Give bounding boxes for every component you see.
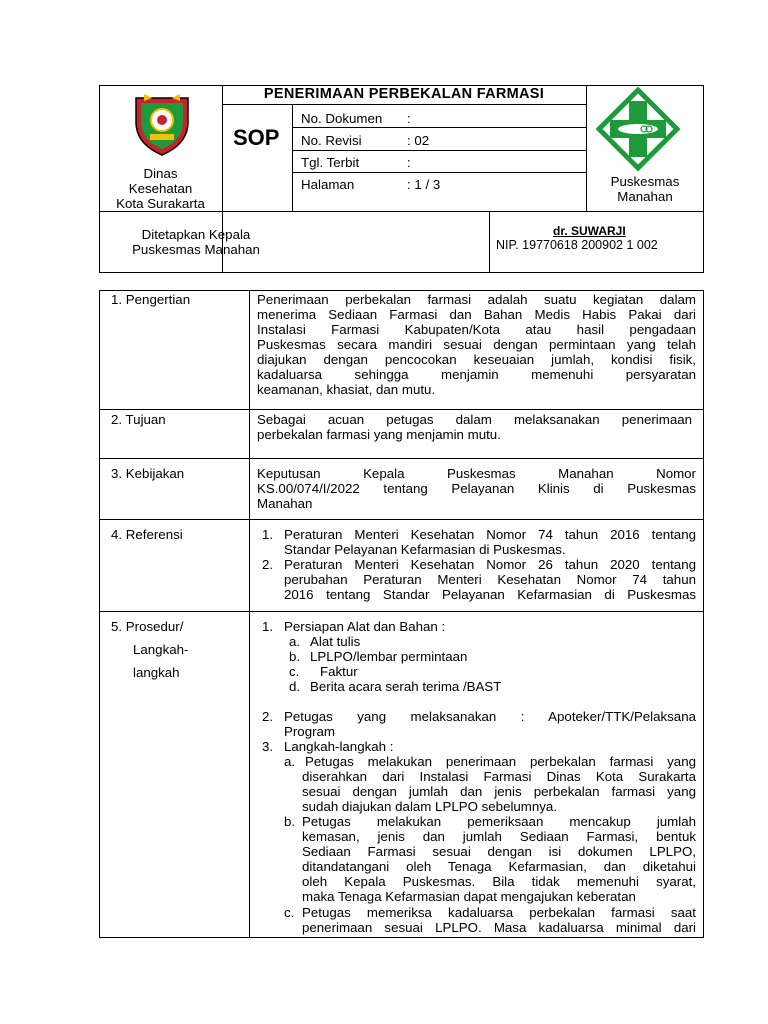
referensi-item-number: 2. (262, 557, 274, 572)
field-value-no-revisi: : 02 (407, 133, 430, 148)
section-label-referensi: 4. Referensi (111, 527, 183, 542)
prosedur-item-number: 1. (262, 619, 274, 634)
prosedur-sub-line: sudah diajukan dalam LPLPO sebelumnya. (302, 799, 558, 814)
prosedur-sub-text: Alat tulis (310, 634, 361, 649)
pengertian-line: kadaluarsa sehingga menjamin memenuhi persyaratan (257, 367, 696, 382)
prosedur-sub-line: Sediaan Farmasi sesuai dengan isi dokumen LPLPO, (302, 844, 696, 859)
field-value-halaman: : 1 / 3 (407, 177, 441, 192)
kebijakan-line: KS.00/074/I/2022 tentang Pelayanan Klinis di Puskesmas (257, 481, 696, 496)
prosedur-sub-letter: c. (284, 905, 295, 920)
prosedur-sub-line: ditandatangani oleh Tenaga Kefarmasian, dan diketahui (302, 859, 696, 874)
institution-line-1: Dinas (143, 166, 178, 181)
field-value-no-dokumen: : (407, 111, 411, 126)
ditetapkan-line-1: Ditetapkan Kepala (141, 227, 251, 242)
section-label-prosedur: 5. Prosedur/ (111, 619, 184, 634)
institution-line-2: Kesehatan (128, 181, 193, 196)
field-label-tgl-terbit: Tgl. Terbit (301, 155, 360, 170)
field-label-no-revisi: No. Revisi (301, 133, 362, 148)
prosedur-sub-text: LPLPO/lembar permintaan (310, 649, 468, 664)
prosedur-sub-line: Petugas memeriksa kadaluarsa perbekalan farmasi saat (302, 905, 696, 920)
pengertian-line: Instalasi Farmasi Kabupaten/Kota atau hasil pengadaan (257, 322, 696, 337)
field-value-tgl-terbit: : (407, 155, 411, 170)
referensi-line: Peraturan Menteri Kesehatan Nomor 74 tahun 2016 tentang (284, 527, 696, 542)
prosedur-sub-letter: a. (284, 754, 296, 769)
section-label-tujuan: 2. Tujuan (111, 412, 166, 427)
signer-nip: NIP. 19770618 200902 1 002 (496, 238, 658, 252)
section-label-prosedur: Langkah- (133, 642, 189, 657)
section-label-prosedur: langkah (133, 665, 180, 680)
prosedur-sub-text: Berita acara serah terima /BAST (310, 679, 502, 694)
prosedur-sub-letter: c. (289, 664, 300, 679)
pengertian-line: diajukan dengan pencocokan keseuaian jumlah, kondisi fisik, (257, 352, 696, 367)
prosedur-sub-line: diserahkan dari Instalasi Farmasi Dinas Kota Surakarta (302, 769, 696, 784)
prosedur-item2-line: Program (284, 724, 335, 739)
prosedur-sub-line: sesuai dengan jumlah dan jenis perbekalan farmasi yang (302, 784, 696, 799)
prosedur-sub-letter: a. (289, 634, 301, 649)
prosedur-item-number: 2. (262, 709, 274, 724)
prosedur-item-title: Persiapan Alat dan Bahan : (284, 619, 446, 634)
referensi-line: perubahan Peraturan Menteri Kesehatan Nomor 74 tahun (284, 572, 696, 587)
kebijakan-line: Keputusan Kepala Puskesmas Manahan Nomor (257, 466, 696, 481)
institution-line-3: Kota Surakarta (116, 196, 205, 211)
tujuan-line: perbekalan farmasi yang menjamin mutu. (257, 427, 501, 442)
prosedur-sub-line: oleh Kepala Puskesmas. Bila tidak memenuhi syarat, (302, 874, 696, 889)
referensi-line: 2016 tentang Standar Pelayanan Kefarmasian di Puskesmas (284, 587, 696, 602)
prosedur-sub-line: kemasan, jenis dan jumlah Sediaan Farmasi, bentuk (302, 829, 696, 844)
puskesmas-line-2: Manahan (617, 189, 673, 204)
signer-name: dr. SUWARJI (553, 224, 626, 238)
prosedur-sub-letter: b. (284, 814, 296, 829)
pengertian-line: Penerimaan perbekalan farmasi adalah suatu kegiatan dalam (257, 292, 696, 307)
puskesmas-line-1: Puskesmas (610, 174, 680, 189)
prosedur-item-number: 3. (262, 739, 274, 754)
pengertian-line: menerima Sediaan Farmasi dan Bahan Medis Habis Pakai dari (257, 307, 696, 322)
prosedur-sub-letter: b. (289, 649, 301, 664)
prosedur-sub-line: Petugas melakukan penerimaan perbekalan farmasi yang (305, 754, 696, 769)
section-label-pengertian: 1. Pengertian (111, 292, 191, 307)
surakarta-coat-of-arms-icon (130, 92, 194, 158)
referensi-line: Peraturan Menteri Kesehatan Nomor 26 tahun 2020 tentang (284, 557, 696, 572)
ditetapkan-line-2: Puskesmas Manahan (132, 242, 260, 257)
sop-label: SOP (233, 125, 280, 150)
prosedur-sub-line: penerimaan sesuai LPLPO. Masa kadaluarsa minimal dari (302, 920, 696, 935)
document-title: PENERIMAAN PERBEKALAN FARMASI (263, 86, 545, 102)
puskesmas-logo-icon (596, 87, 680, 171)
prosedur-sub-line: maka Tenaga Kefarmasian dapat mengajukan keberatan (302, 889, 636, 904)
referensi-item-number: 1. (262, 527, 274, 542)
prosedur-sub-text: Faktur (320, 664, 358, 679)
pengertian-line: Puskesmas secara mandiri sesuai dengan permintaan yang telah (257, 337, 696, 352)
field-label-no-dokumen: No. Dokumen (301, 111, 383, 126)
section-label-kebijakan: 3. Kebijakan (111, 466, 185, 481)
prosedur-sub-letter: d. (289, 679, 301, 694)
prosedur-sub-line: Petugas melakukan pemeriksaan mencakup jumlah (302, 814, 696, 829)
prosedur-item-title: Langkah-langkah : (284, 739, 394, 754)
kebijakan-line: Manahan (257, 496, 313, 511)
field-label-halaman: Halaman (301, 177, 355, 192)
referensi-line: Standar Pelayanan Kefarmasian di Puskesmas. (284, 542, 566, 557)
prosedur-item2-line: Petugas yang melaksanakan : Apoteker/TTK/Pelaksana (284, 709, 696, 724)
tujuan-line: Sebagai acuan petugas dalam melaksanakan penerimaan (257, 412, 692, 427)
pengertian-line: keamanan, khasiat, dan mutu. (257, 382, 436, 397)
